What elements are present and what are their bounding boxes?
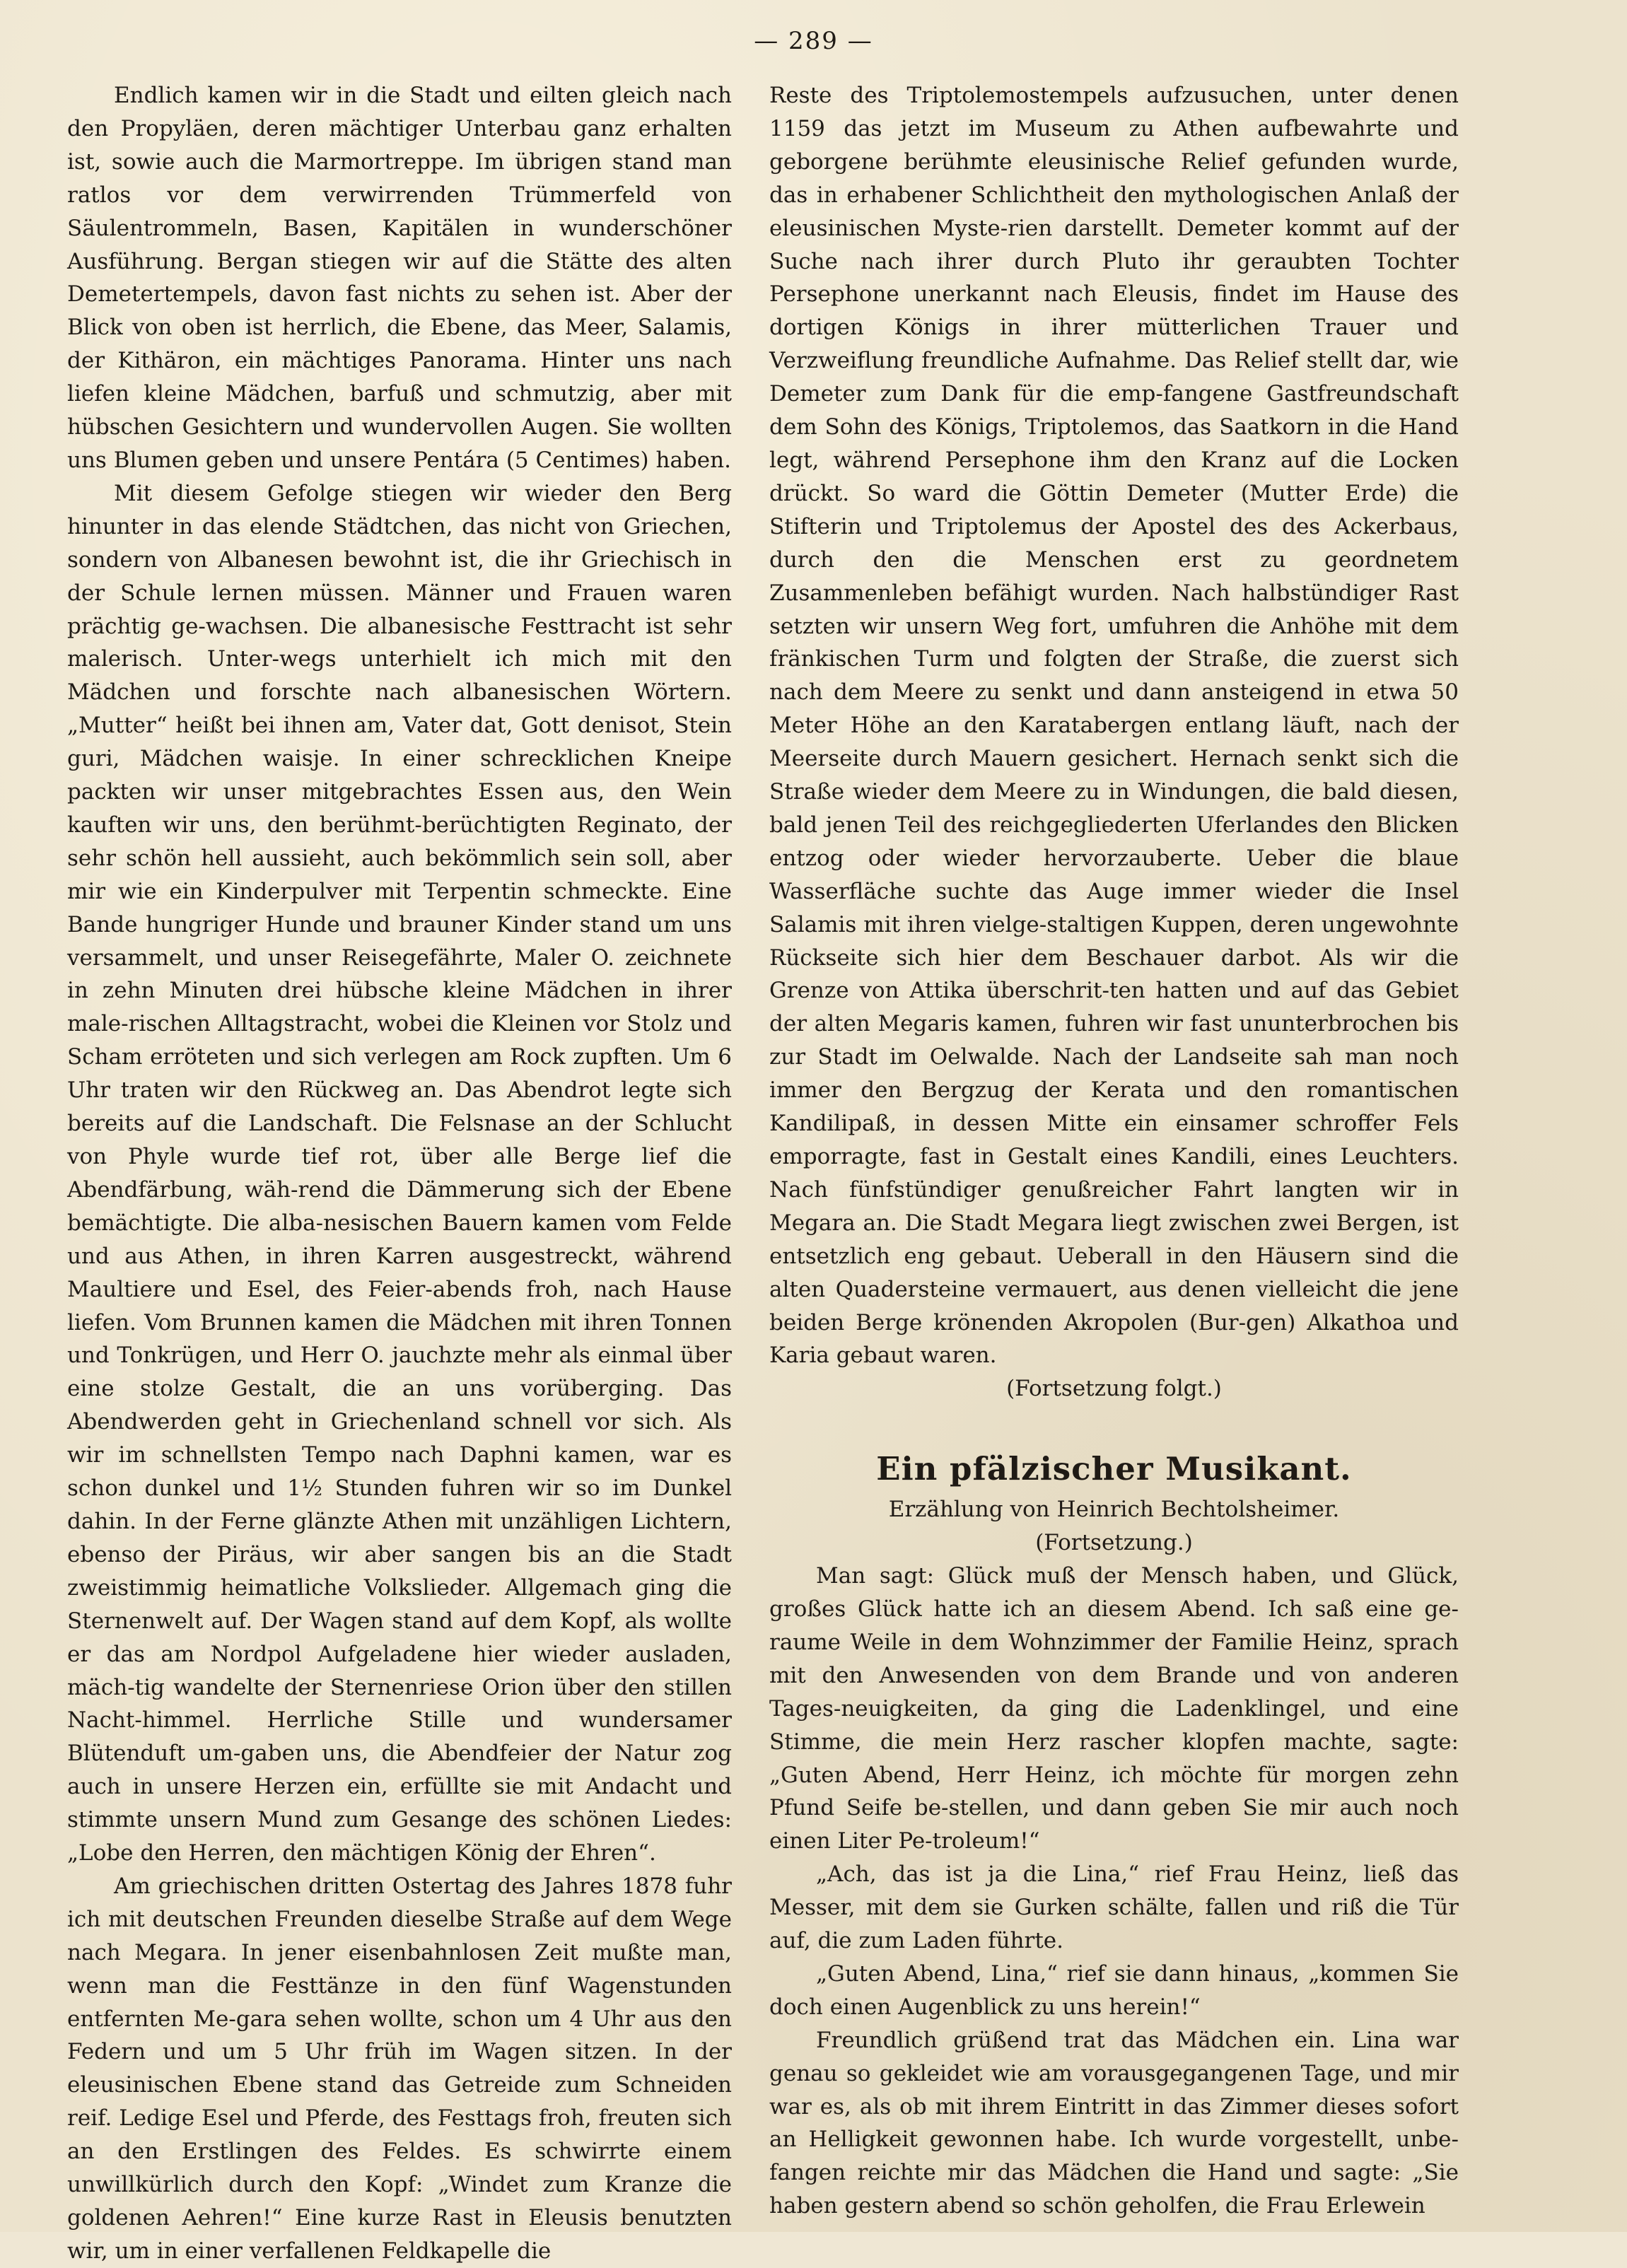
paragraph: „Ach, das ist ja die Lina,“ rief Frau Heinz, ließ das Messer, mit dem sie Gurken schälte, fallen und riß die Tür auf, die zum Laden führte. bbox=[769, 1861, 1459, 1954]
page-number: — 289 — bbox=[754, 27, 873, 55]
article-title: Ein pfälzischer Musikant. bbox=[876, 1450, 1352, 1488]
paragraph: Mit diesem Gefolge stiegen wir wieder den Berg hinunter in das elende Städtchen, das nicht von Griechen, sondern von Albanesen bewohnt ist, die ihr Griechisch in der Schule lernen müssen. Männer und Frauen waren prächtig ge-wachsen. Die albanesische Festtracht ist sehr malerisch. Unter-wegs unterhielt ich mich mit den Mädchen und forschte nach albanesischen Wörtern. „Mutter“ heißt bei ihnen am, Vater dat, Gott denisot, Stein guri, Mädchen waisje. In einer schrecklichen Kneipe packten wir unser mitgebrachtes Essen aus, den Wein kauften wir uns, den berühmt-berüchtigten Reginato, der sehr schön hell aussieht, auch bekömmlich sein soll, aber mir wie ein Kinderpulver mit Terpentin schmeckte. Eine Bande hungriger Hunde und brauner Kinder stand um uns versammelt, und unser Reisegefährte, Maler O. zeichnete in zehn Minuten drei hübsche kleine Mädchen in ihrer male-rischen Alltagstracht, wobei die Kleinen vor Stolz und Scham erröteten und sich verlegen am Rock zupften. Um 6 Uhr traten wir den Rückweg an. Das Abendrot legte sich bereits auf die Landschaft. Die Felsnase an der Schlucht von Phyle wurde tief rot, über alle Berge lief die Abendfärbung, wäh-rend die Dämmerung sich der Ebene bemächtigte. Die alba-nesischen Bauern kamen vom Felde und aus Athen, in ihren Karren ausgestreckt, während Maultiere und Esel, des Feier-abends froh, nach Hause liefen. Vom Brunnen kamen die Mädchen mit ihren Tonnen und Tonkrügen, und Herr O. jauchzte mehr als einmal über eine stolze Gestalt, die an uns vorüberging. Das Abendwerden geht in Griechenland schnell vor sich. Als wir im schnellsten Tempo nach Daphni kamen, war es schon dunkel und 1½ Stunden fuhren wir so im Dunkel dahin. In der Ferne glänzte Athen mit unzähligen Lichtern, ebenso der Piräus, wir aber sangen bis an die Stadt zweistimmig heimatliche Volkslieder. Allgemach ging die Sternenwelt auf. Der Wagen stand auf dem Kopf, als wollte er das am Nordpol Aufgeladene hier wieder ausladen, mäch-tig wandelte der Sternenriese Orion über den stillen Nacht-himmel. Herrliche Stille und wundersamer Blütenduft um-gaben uns, die Abendfeier der Natur zog auch in unsere Herzen ein, erfüllte sie mit Andacht und stimmte unsern Mund zum Gesange des schönen Liedes: „Lobe den Herren, den mächtigen König der Ehren“. bbox=[67, 480, 732, 1866]
article-byline: Erzählung von Heinrich Bechtolsheimer. bbox=[888, 1497, 1340, 1523]
continued-note: (Fortsetzung folgt.) bbox=[1006, 1376, 1222, 1402]
article-continuation: (Fortsetzung.) bbox=[1035, 1530, 1193, 1556]
paragraph: Endlich kamen wir in die Stadt und eilten gleich nach den Propyläen, deren mächtiger Unterbau ganz erhalten ist, sowie auch die Marmortreppe. Im übrigen stand man ratlos vor dem verwirrenden Trümmerfeld von Säulentrommeln, Basen, Kapitälen in wunderschöner Ausführung. Bergan stiegen wir auf die Stätte des alten Demetertempels, davon fast nichts zu sehen ist. Aber der Blick von oben ist herrlich, die Ebene, das Meer, Salamis, der Kithäron, ein mächtiges Panorama. Hinter uns nach liefen kleine Mädchen, barfuß und schmutzig, aber mit hübschen Gesichtern und wundervollen Augen. Sie wollten uns Blumen geben und unsere Pentára (5 Centimes) haben. bbox=[67, 83, 732, 473]
right-column bbox=[769, 79, 1459, 2223]
paragraph: Reste des Triptolemostempels aufzusuchen, unter denen 1159 das jetzt im Museum zu Athen aufbewahrte und geborgene berühmte eleusinische Relief gefunden wurde, das in erhabener Schlichtheit den mythologischen Anlaß der eleusinischen Myste-rien darstellt. Demeter kommt auf der Suche nach ihrer durch Pluto ihr geraubten Tochter Persephone unerkannt nach Eleusis, findet im Hause des dortigen Königs in ihrer mütterlichen Trauer und Verzweiflung freundliche Aufnahme. Das Relief stellt dar, wie Demeter zum Dank für die emp-fangene Gastfreundschaft dem Sohn des Königs, Triptolemos, das Saatkorn in die Hand legt, während Persephone ihm den Kranz auf die Locken drückt. So ward die Göttin Demeter (Mutter Erde) die Stifterin und Triptolemus der Apostel des des Ackerbaus, durch den die Menschen erst zu geordnetem Zusammenleben befähigt wurden. Nach halbstündiger Rast setzten wir unsern Weg fort, umfuhren die Anhöhe mit dem fränkischen Turm und folgten der Straße, die zuerst sich nach dem Meere zu senkt und dann ansteigend in etwa 50 Meter Höhe an den Karatabergen entlang läuft, nach der Meerseite durch Mauern gesichert. Hernach senkt sich die Straße wieder dem Meere zu in Windungen, die bald diesen, bald jenen Teil des reichgegliederten Uferlandes den Blicken entzog oder wieder hervorzauberte. Ueber die blaue Wasserfläche suchte das Auge immer wieder die Insel Salamis mit ihren vielge-staltigen Kuppen, deren ungewohnte Rückseite sich hier dem Beschauer darbot. Als wir die Grenze von Attika überschrit-ten hatten und auf das Gebiet der alten Megaris kamen, fuhren wir fast ununterbrochen bis zur Stadt im Oelwalde. Nach der Landseite sah man noch immer den Bergzug der Kerata und den romantischen Kandilipaß, in dessen Mitte ein einsamer schroffer Fels emporragte, fast in Gestalt eines Kandili, eines Leuchters. Nach fünfstündiger genußreicher Fahrt langten wir in Megara an. Die Stadt Megara liegt zwischen zwei Bergen, ist entsetzlich eng gebaut. Ueberall in den Häusern sind die alten Quadersteine vermauert, aus denen vielleicht die jene beiden Berge krönenden Akropolen (Bur-gen) Alkathoa und Karia gebaut waren. bbox=[769, 83, 1459, 1369]
paragraph: Am griechischen dritten Ostertag des Jahres 1878 fuhr ich mit deutschen Freunden dieselbe Straße auf dem Wege nach Megara. In jener eisenbahnlosen Zeit mußte man, wenn man die Festtänze in den fünf Wagenstunden entfernten Me-gara sehen wollte, schon um 4 Uhr aus den Federn und um 5 Uhr früh im Wagen sitzen. In der eleusinischen Ebene stand das Getreide zum Schneiden reif. Ledige Esel und Pferde, des Festtags froh, freuten sich an den Erstlingen des Feldes. Es schwirrte einem unwillkürlich durch den Kopf: „Windet zum Kranze die goldenen Aehren!“ Eine kurze Rast in Eleusis benutzten wir, um in einer verfallenen Feldkapelle die bbox=[67, 1873, 732, 2264]
paragraph: Man sagt: Glück muß der Mensch haben, und Glück, großes Glück hatte ich an diesem Abend. Ich saß eine ge-raume Weile in dem Wohnzimmer der Familie Heinz, sprach mit den Anwesenden von dem Brande und von anderen Tages-neuigkeiten, da ging die Ladenklingel, und eine Stimme, die mein Herz rascher klopfen machte, sagte: „Guten Abend, Herr Heinz, ich möchte für morgen zehn Pfund Seife be-stellen, und dann geben Sie mir auch noch einen Liter Pe-troleum!“ bbox=[769, 1563, 1459, 1854]
paragraph: „Guten Abend, Lina,“ rief sie dann hinaus, „kommen Sie doch einen Augenblick zu uns herein!“ bbox=[769, 1960, 1459, 2020]
left-column bbox=[67, 79, 732, 2268]
article-header bbox=[769, 1448, 1459, 1560]
paragraph: Freundlich grüßend trat das Mädchen ein. Lina war genau so gekleidet wie am vorausgegangenen Tage, und mir war es, als ob mit ihrem Eintritt in das Zimmer dieses sofort an Helligkeit gewonnen habe. Ich wurde vorgestellt, unbe-fangen reichte mir das Mädchen die Hand und sagte: „Sie haben gestern abend so schön geholfen, die Frau Erlewein bbox=[769, 2027, 1459, 2219]
